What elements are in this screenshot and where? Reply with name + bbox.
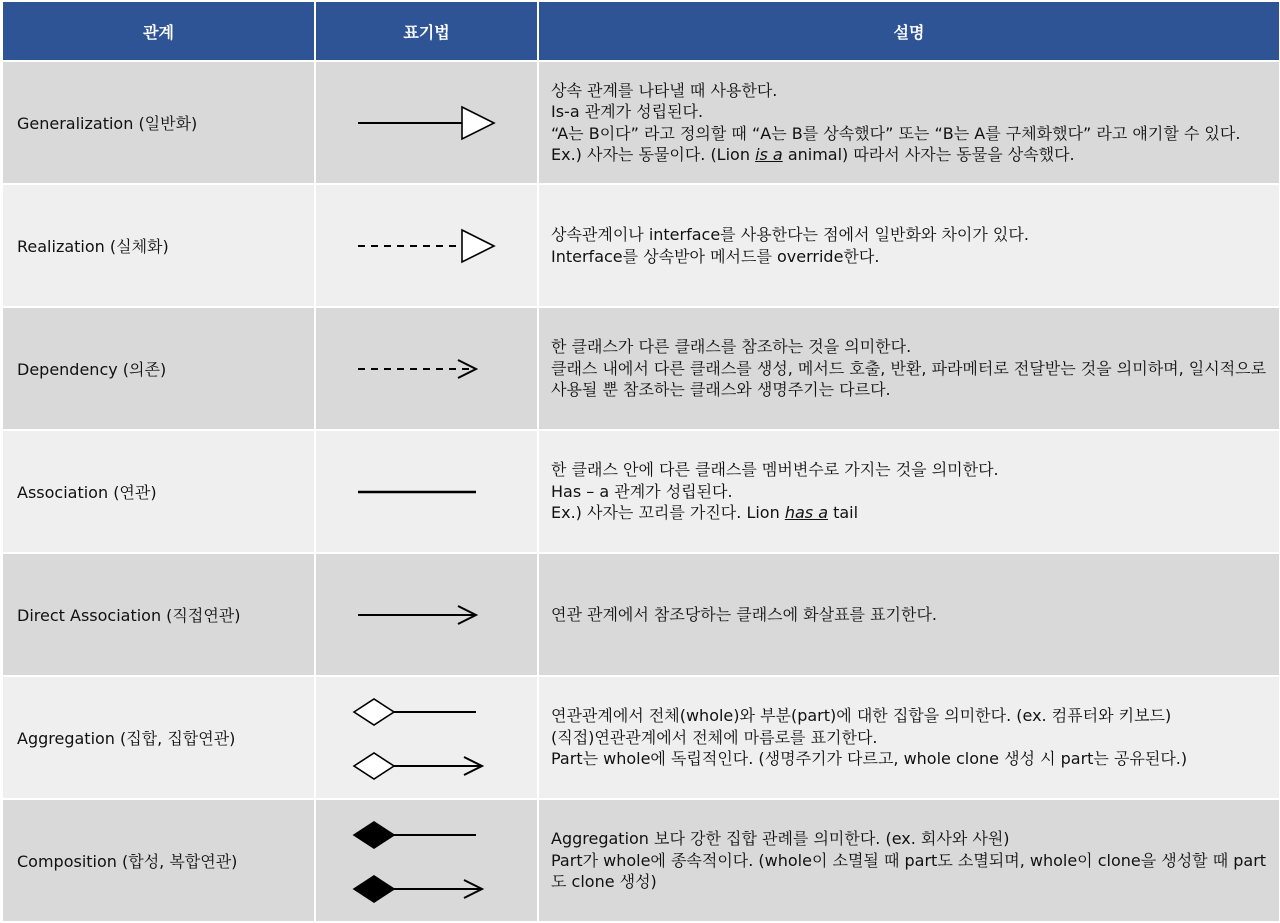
description-cell [538, 430, 1280, 553]
row-association [2, 430, 1280, 553]
description-cell [538, 553, 1280, 676]
description-line: Part는 whole에 독립적인다. (생명주기가 다르고, whole clone 생성 시 part는 공유된다.) [551, 749, 1188, 769]
relation-name: Association (연관) [2, 430, 315, 553]
relation-name: Aggregation (집합, 집합연관) [2, 676, 315, 799]
description-line: 연관 관계에서 참조당하는 클래스에 화살표를 표기한다. [551, 604, 938, 624]
row-dependency [2, 307, 1280, 430]
notation-cell [315, 799, 538, 922]
notation-cell [315, 61, 538, 184]
description-line: Aggregation 보다 강한 집합 관례를 의미한다. (ex. 회사와 사원) [551, 829, 1010, 849]
solid-line-icon [352, 472, 502, 512]
description-line: “A는 B이다” 라고 정의할 때 “A는 B를 상속했다” 또는 “B는 A를 구체화했다” 라고 얘기할 수 있다. [551, 123, 1241, 143]
row-realization [2, 184, 1280, 307]
header-row [2, 1, 1280, 61]
description-cell [538, 61, 1280, 184]
relation-name: Dependency (의존) [2, 307, 315, 430]
description-line: Interface를 상속받아 메서드를 override한다. [551, 246, 880, 266]
notation-cell [315, 553, 538, 676]
notation-cell [315, 307, 538, 430]
description-line: 상속관계이나 interface를 사용한다는 점에서 일반화와 차이가 있다. [551, 225, 1029, 244]
example-line: Ex.) 사자는 꼬리를 가진다. Lion has a tail [551, 503, 859, 523]
header-description: 설명 [538, 1, 1280, 61]
solid-open-arrow-icon [352, 595, 502, 635]
dashed-hollow-triangle-arrow-icon [352, 226, 502, 266]
description-line: 연관관계에서 전체(whole)와 부분(part)에 대한 집합을 의미한다. (ex. 컴퓨터와 키보드) [551, 706, 1172, 726]
notation-cell [315, 430, 538, 553]
relation-name: Generalization (일반화) [2, 61, 315, 184]
example-line: Ex.) 사자는 동물이다. (Lion is a animal) 따라서 사자는 동물을 상속했다. [551, 145, 1075, 164]
hollow-triangle-arrow-icon [352, 103, 502, 143]
row-composition [2, 799, 1280, 922]
emphasis-text: is a [755, 145, 783, 164]
row-aggregation [2, 676, 1280, 799]
relation-name: Composition (합성, 복합연관) [2, 799, 315, 922]
description-line: 클래스 내에서 다른 클래스를 생성, 메서드 호출, 반환, 파라메터로 전달받는 것을 의미하며, 일시적으로 사용될 뿐 참조하는 클래스와 생명주기는 다르다. [551, 358, 1267, 400]
notation-cell [315, 184, 538, 307]
description-line: Is-a 관계가 성립된다. [551, 102, 704, 121]
description-line: 상속 관계를 나타낼 때 사용한다. [551, 80, 778, 100]
uml-relations-table [1, 0, 1280, 923]
header-notation: 표기법 [315, 1, 538, 61]
description-line: Part가 whole에 종속적이다. (whole이 소멸될 때 part도 소멸되며, whole이 clone을 생성할 때 part도 clone 생성) [551, 850, 1267, 892]
row-generalization [2, 61, 1280, 184]
description-line: Has – a 관계가 성립된다. [551, 481, 733, 501]
description-cell [538, 307, 1280, 430]
notation-cell [315, 676, 538, 799]
hollow-diamond-line-icon [352, 688, 502, 788]
relation-name: Direct Association (직접연관) [2, 553, 315, 676]
dashed-open-arrow-icon [352, 349, 502, 389]
description-line: (직접)연관관계에서 전체에 마름로를 표기한다. [551, 727, 878, 747]
description-cell [538, 799, 1280, 922]
description-cell [538, 184, 1280, 307]
header-relation: 관계 [2, 1, 315, 61]
emphasis-text: has a [784, 503, 828, 523]
row-direct-association [2, 553, 1280, 676]
relation-name: Realization (실체화) [2, 184, 315, 307]
description-line: 한 클래스 안에 다른 클래스를 멤버변수로 가지는 것을 의미한다. [551, 460, 999, 480]
description-cell [538, 676, 1280, 799]
description-line: 한 클래스가 다른 클래스를 참조하는 것을 의미한다. [551, 337, 912, 357]
filled-diamond-line-icon [352, 811, 502, 911]
